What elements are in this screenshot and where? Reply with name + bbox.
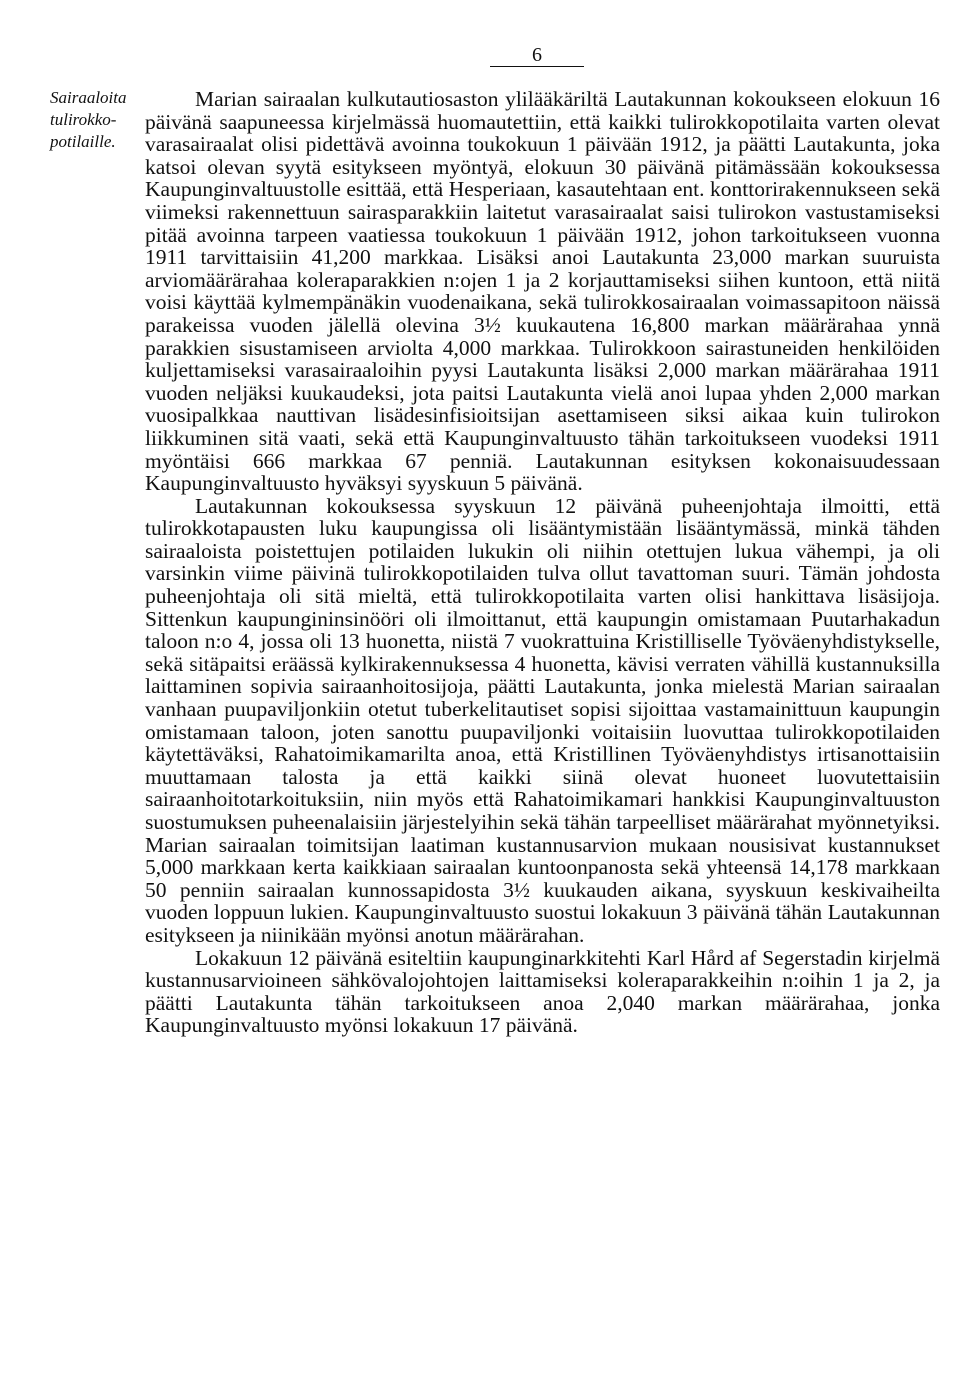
header-rule [490,66,584,67]
paragraph-1: Marian sairaalan kulkutautiosaston ylilääkäriltä Lautakunnan kokoukseen elokuun 16 päivänä saapuneessa kirjelmässä huomautettiin, että kaikki tulirokkopotilaita varten olevat varasairaalat olisi pidettävä avoinna toukokuun 1 päivään 1912, ja päätti Lautakunta, joka katsoi olevan syytä esitykseen myöntyä, elokuun 30 päivänä pitämässään kokouksessa Kaupunginvaltuustolle esittää, että Hesperiaan, kasautehtaan ent. konttorirakennukseen sekä viimeksi rakennettuun sairasparakkiin laitetut varasairaalat saisi tulirokon vastustamiseksi pitää avoinna tarpeen vaatiessa toukokuun 1 päivään 1912, johon tarkoitukseen vuonna 1911 tarvittaisiin 41,200 markkaa. Lisäksi anoi Lautakunta 23,000 markan suuruista arviomäärärahaa koleraparakkien n:ojen 1 ja 2 korjauttamiseksi siihen kuntoon, että niitä voisi käyttää kylmempänäkin vuodenaikana, sekä tulirokkosairaalan voimassapitoon näissä parakeissa vuoden jälellä olevina 3½ kuukautena 16,800 markan määrärahaa ynnä parakkien sisustamiseen arviolta 4,000 markkaa. Tulirokkoon sairastuneiden henkilöiden kuljettamiseksi varasairaaloihin pyysi Lautakunta lisäksi 2,000 markan määrärahaa 1911 vuoden neljäksi kuukaudeksi, jota paitsi Lautakunta vielä anoi lupaa yhden 2,000 markan vuosipalkkaa nauttivan lisädesinfisioitsijan asettamiseen siksi aikaa kuin tulirokon liikkuminen sitä vaati, sekä että Kaupunginvaltuusto tähän tarkoitukseen vuodeksi 1911 myöntäisi 666 markkaa 67 penniä. Lautakunnan esityksen kokonaisuudessaan Kaupunginvaltuusto hyväksyi syyskuun 5 päivänä. [145,87,940,496]
paragraph-3: Lokakuun 12 päivänä esiteltiin kaupunginarkkitehti Karl Hård af Segerstadin kirjelmä kustannusarvioineen sähkövalojohtojen laittamiseksi koleraparakkeihin n:oihin 1 ja 2, ja päätti Lautakunta tähän tarkoitukseen anoa 2,040 markan määrärahaa, jonka Kaupunginvaltuusto myönsi lokakuun 17 päivänä. [145,945,940,1038]
page-number: 6 [532,44,542,66]
page-header [490,44,584,66]
margin-note: Sairaaloita tulirokko- potilaille. [50,88,127,151]
body-text [145,88,940,1037]
paragraph-2: Lautakunnan kokouksessa syyskuun 12 päivänä puheenjohtaja ilmoitti, että tulirokkotapausten luku kaupungissa oli lisääntymistään lisääntymässä, minkä tähden sairaaloista poistettujen potilaiden lukukin oli niihin otettujen lukua vähempi, ja oli varsinkin viime päivinä tulirokkopotilaiden tulva ollut tavattoman suuri. Tämän johdosta puheenjohtaja oli sitä mieltä, että tulirokkopotilaita varten olisi hankittava lisäsijoja. Sittenkun kaupungininsinööri oli ilmoittanut, että kaupungin omistamaan Puutarhakadun taloon n:o 4, jossa oli 13 huonetta, niistä 7 vuokrattuina Kristilliselle Työväenyhdistykselle, sekä sitäpaitsi eräässä kylkirakennuksessa 4 huonetta, kävisi verraten vähillä kustannuksilla laittaminen sopivia sairaanhoitosijoja, päätti Lautakunta, jonka mielestä Marian sairaalan vanhaan puupaviljonkiin otetut tuberkelitautiset sopisi sijoittaa vastamainittuun kaupungin omistamaan taloon, joten sanottu puupaviljonki voitaisiin luovuttaa tulirokkopotilaiden käytettäväksi, Rahatoimikamarilta anoa, että Kristillinen Työväenyhdistys irtisanottaisiin muuttamaan talosta ja että kaikki siinä olevat huoneet luovutettaisiin sairaanhoitotarkoituksiin, niin myös että Rahatoimikamari hankkisi Kaupunginvaltuuston suostumuksen puheenalaisiin järjestelyihin sekä tähän tarpeelliset määrärahat myönnetyiksi. Marian sairaalan toimitsijan laatiman kustannusarvion mukaan nousisivat kustannukset 5,000 markkaan kerta kaikkiaan sairaalan kuntoonpanosta sekä yhteensä 14,178 markkaan 50 penniin sairaalan kunnossapidosta 3½ kuukauden aikana, syyskuun keskivaiheilta vuoden loppuun lukien. Kaupunginvaltuusto suostui lokakuun 3 päivänä tähän Lautakunnan esitykseen ja niinikään myönsi anotun määrärahan. [145,493,940,947]
